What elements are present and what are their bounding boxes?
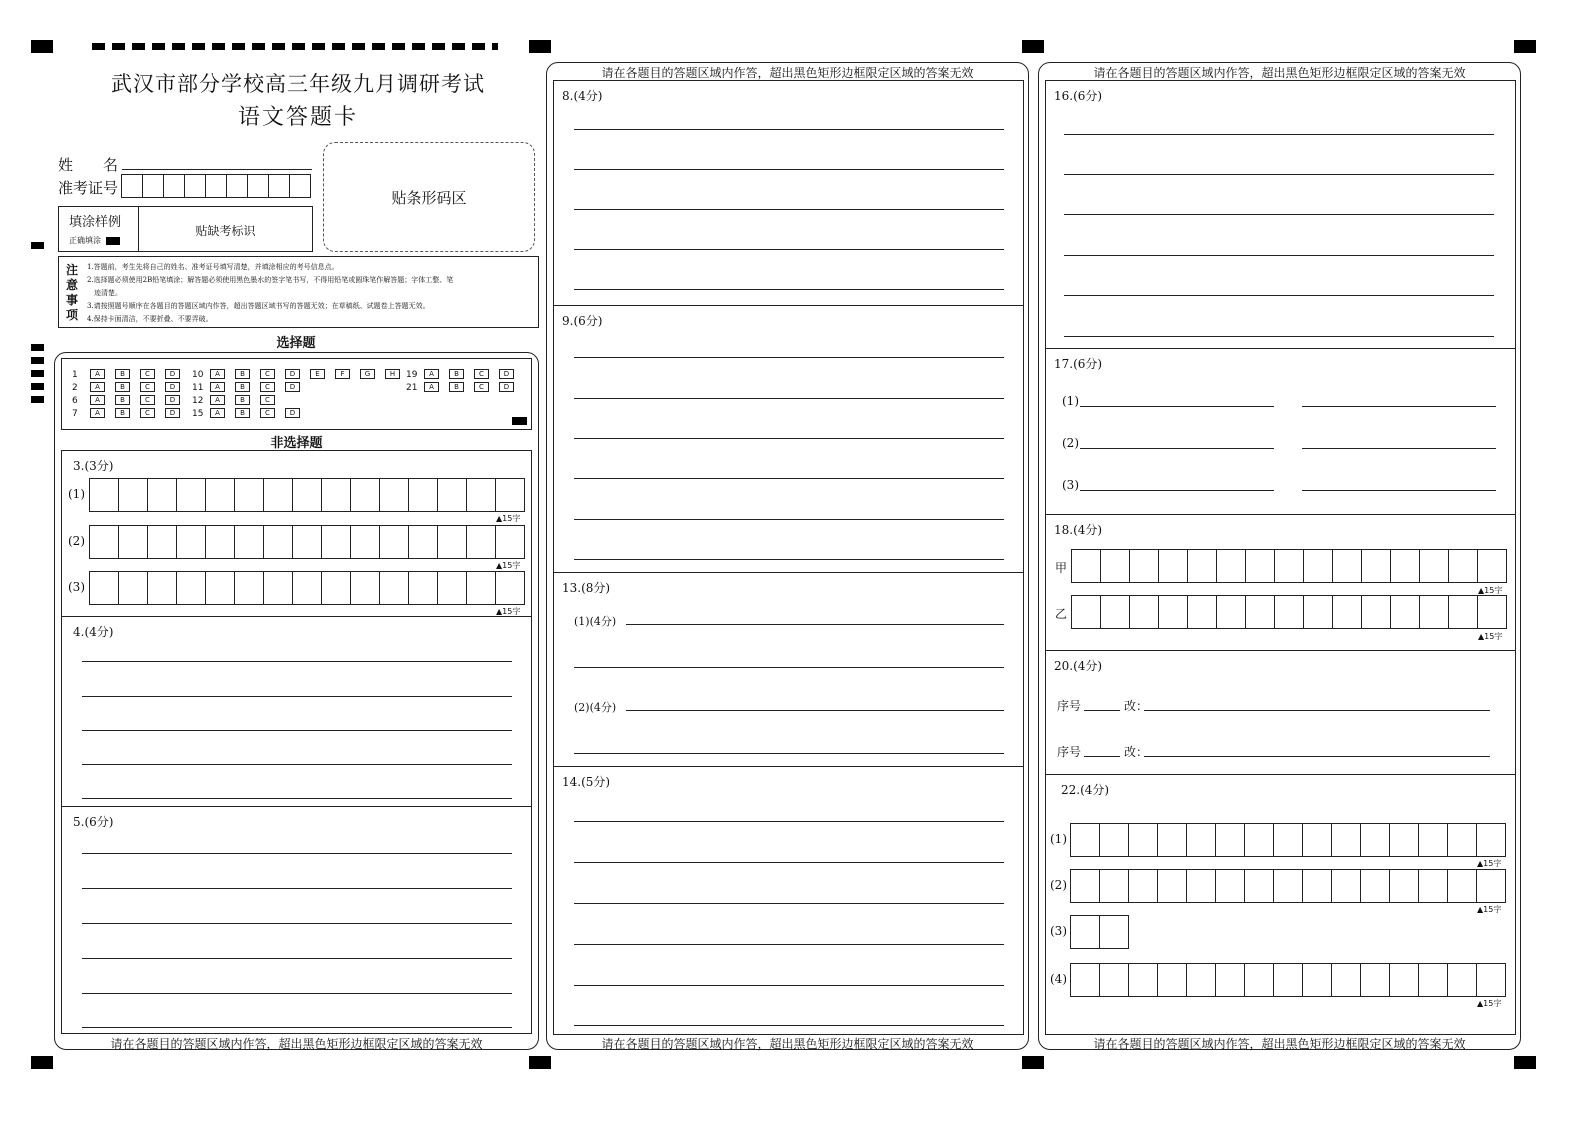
- question-9-title: 9.(6分): [562, 314, 603, 328]
- grid-row-label: (3): [68, 580, 85, 594]
- name-field[interactable]: [122, 169, 312, 170]
- answer-line[interactable]: [574, 944, 1004, 945]
- option-bubble[interactable]: B: [449, 382, 464, 392]
- question-20-section: [1046, 651, 1515, 775]
- grid-row-label: (4): [1050, 972, 1067, 986]
- answer-line[interactable]: [82, 1027, 512, 1028]
- option-bubble[interactable]: D: [285, 408, 300, 418]
- option-bubble[interactable]: C: [260, 382, 275, 392]
- question-8-section: [554, 81, 1023, 306]
- top-warning: 请在各题目的答题区域内作答，超出黑色矩形边框限定区域的答案无效: [1093, 66, 1466, 80]
- option-bubble[interactable]: C: [140, 395, 155, 405]
- choice-row[interactable]: [72, 382, 190, 393]
- choice-row[interactable]: [72, 369, 190, 380]
- grid-row-label: (1): [1050, 832, 1067, 846]
- exam-id-boxes[interactable]: [121, 174, 311, 198]
- corner-mark-bc2: [1022, 1056, 1044, 1069]
- block-end-mark: [512, 417, 527, 425]
- exam-id-label: 准考证号: [58, 179, 119, 197]
- option-bubble[interactable]: E: [310, 369, 325, 379]
- answer-line[interactable]: [1064, 174, 1494, 175]
- option-bubble[interactable]: B: [115, 369, 130, 379]
- notice-item: 2.选择题必须使用2B铅笔填涂；解答题必须使用黑色墨水的签字笔书写，不得用铅笔或圆珠笔作解答题；字体工整、笔: [87, 276, 454, 284]
- answer-line[interactable]: [574, 903, 1004, 904]
- question-16-section: [1046, 81, 1515, 349]
- name-label: 姓 名: [58, 156, 119, 174]
- question-number: 11: [192, 382, 204, 393]
- grid-limit-note: ▲15字: [1477, 905, 1502, 914]
- question-3-section: [62, 451, 531, 617]
- option-bubble[interactable]: C: [260, 408, 275, 418]
- grid-row-label: (1): [68, 487, 85, 501]
- question-22-title: 22.(4分): [1061, 783, 1110, 797]
- option-bubble[interactable]: A: [90, 369, 105, 379]
- answer-line[interactable]: [574, 753, 1004, 754]
- fill-sample-cell: [59, 207, 139, 251]
- answer-grid[interactable]: [1071, 595, 1507, 629]
- choice-row[interactable]: [192, 369, 410, 380]
- option-bubble[interactable]: D: [285, 369, 300, 379]
- choice-row[interactable]: [72, 395, 190, 406]
- corner-mark-tr: [1514, 40, 1536, 53]
- question-13-section: [554, 573, 1023, 767]
- answer-grid[interactable]: [1070, 823, 1506, 857]
- answer-line[interactable]: [1064, 295, 1494, 296]
- question-4-title: 4.(4分): [73, 625, 114, 639]
- answer-line[interactable]: [574, 398, 1004, 399]
- question-18-section: [1046, 515, 1515, 651]
- answer-line[interactable]: [82, 993, 512, 994]
- corner-mark-tc2: [1022, 40, 1044, 53]
- option-bubble[interactable]: A: [210, 369, 225, 379]
- answer-line[interactable]: [574, 129, 1004, 130]
- option-bubble[interactable]: C: [260, 395, 275, 405]
- sub-question-label: (1): [1062, 394, 1079, 408]
- answer-line[interactable]: [1302, 490, 1496, 491]
- option-bubble[interactable]: A: [90, 382, 105, 392]
- option-bubble[interactable]: D: [285, 382, 300, 392]
- seq-label: 序号: [1057, 699, 1082, 713]
- answer-column-3: [1038, 62, 1521, 1050]
- question-14-section: [554, 767, 1023, 1036]
- answer-line[interactable]: [1064, 214, 1494, 215]
- barcode-label: 贴条形码区: [391, 189, 467, 207]
- choice-block: [61, 358, 532, 430]
- option-bubble[interactable]: A: [424, 382, 439, 392]
- option-bubble[interactable]: C: [474, 382, 489, 392]
- question-17-section: [1046, 349, 1515, 515]
- question-4-section: [62, 617, 531, 807]
- option-bubble[interactable]: B: [449, 369, 464, 379]
- answer-line[interactable]: [82, 798, 512, 799]
- option-bubble[interactable]: C: [140, 369, 155, 379]
- answer-line[interactable]: [574, 357, 1004, 358]
- grid-limit-note: ▲15字: [496, 607, 521, 616]
- option-bubble[interactable]: F: [335, 369, 350, 379]
- fix-label: 改：: [1124, 699, 1149, 713]
- answer-line[interactable]: [82, 764, 512, 765]
- choice-row[interactable]: [406, 369, 524, 380]
- page-subtitle: 语文答题卡: [237, 105, 358, 130]
- corner-mark-br: [1514, 1056, 1536, 1069]
- filled-bubble-sample: [106, 237, 120, 245]
- sub-question-label: (3): [1062, 478, 1079, 492]
- answer-line[interactable]: [1302, 448, 1496, 449]
- sub-question-label: (1)(4分): [574, 615, 617, 628]
- question-13-title: 13.(8分): [562, 581, 611, 595]
- option-bubble[interactable]: D: [499, 369, 514, 379]
- answer-line[interactable]: [1064, 336, 1494, 337]
- choice-row[interactable]: [72, 408, 190, 419]
- answer-line[interactable]: [574, 559, 1004, 560]
- choice-row[interactable]: [406, 382, 524, 393]
- answer-line[interactable]: [574, 438, 1004, 439]
- top-timing-track: [92, 43, 498, 50]
- answer-line[interactable]: [626, 624, 1004, 625]
- question-22-section: [1046, 775, 1515, 1036]
- answer-line[interactable]: [574, 1025, 1004, 1026]
- corner-mark-bc1: [529, 1056, 551, 1069]
- barcode-area: [323, 142, 535, 252]
- nonchoice-block-col3: [1045, 80, 1516, 1035]
- question-number: 10: [192, 369, 204, 380]
- answer-line[interactable]: [1064, 255, 1494, 256]
- option-bubble[interactable]: D: [499, 382, 514, 392]
- answer-line[interactable]: [1080, 448, 1274, 449]
- answer-line[interactable]: [82, 853, 512, 854]
- question-number: 15: [192, 408, 204, 419]
- question-number: 21: [406, 382, 418, 393]
- fix-field[interactable]: [1144, 710, 1490, 711]
- answer-line[interactable]: [574, 209, 1004, 210]
- side-mark: [31, 383, 44, 390]
- side-mark: [31, 396, 44, 403]
- answer-line[interactable]: [574, 249, 1004, 250]
- seq-field[interactable]: [1084, 756, 1120, 757]
- option-bubble[interactable]: H: [385, 369, 400, 379]
- grid-row-label: (2): [68, 534, 85, 548]
- seq-label: 序号: [1057, 745, 1082, 759]
- option-bubble[interactable]: A: [210, 408, 225, 418]
- fix-label: 改：: [1124, 745, 1149, 759]
- answer-column-1: [54, 352, 539, 1050]
- notice-title-char: 注: [66, 263, 79, 277]
- answer-line[interactable]: [574, 667, 1004, 668]
- answer-grid-short[interactable]: [1070, 915, 1129, 949]
- choice-section-title: 选择题: [276, 336, 316, 351]
- notice-title: [66, 263, 80, 323]
- answer-line[interactable]: [82, 661, 512, 662]
- option-bubble[interactable]: C: [474, 369, 489, 379]
- notice-title-char: 意: [66, 278, 79, 292]
- grid-limit-note: ▲15字: [496, 561, 521, 570]
- option-bubble[interactable]: D: [165, 382, 180, 392]
- notice-item: 4.保持卡面清洁，不要折叠、不要弄破。: [87, 315, 213, 323]
- sub-question-label: (2)(4分): [574, 701, 617, 714]
- answer-line[interactable]: [1080, 406, 1274, 407]
- option-bubble[interactable]: B: [235, 395, 250, 405]
- question-8-title: 8.(4分): [562, 89, 603, 103]
- notice-list: [87, 261, 536, 326]
- option-bubble[interactable]: B: [235, 382, 250, 392]
- side-mark: [31, 370, 44, 377]
- absent-label: 贴缺考标识: [195, 224, 256, 238]
- fill-sample-row: [69, 235, 120, 246]
- option-bubble[interactable]: B: [115, 395, 130, 405]
- option-bubble[interactable]: A: [210, 382, 225, 392]
- choice-row[interactable]: [192, 408, 310, 419]
- answer-grid[interactable]: [1070, 869, 1506, 903]
- seq-field[interactable]: [1084, 710, 1120, 711]
- option-bubble[interactable]: B: [115, 408, 130, 418]
- notice-item: 1.答题前，考生先将自己的姓名、准考证号填写清楚，并填涂相应的考号信息点。: [87, 263, 339, 271]
- question-18-title: 18.(4分): [1054, 523, 1103, 537]
- option-bubble[interactable]: A: [90, 395, 105, 405]
- question-number: 1: [72, 369, 78, 380]
- side-mark: [31, 242, 44, 249]
- answer-line[interactable]: [82, 923, 512, 924]
- answer-line[interactable]: [574, 478, 1004, 479]
- question-5-title: 5.(6分): [73, 815, 114, 829]
- nonchoice-block-col1: [61, 450, 532, 1034]
- grid-row-label: (2): [1050, 878, 1067, 892]
- grid-limit-note: ▲15字: [1477, 999, 1502, 1008]
- option-bubble[interactable]: B: [115, 382, 130, 392]
- option-bubble[interactable]: D: [165, 408, 180, 418]
- choice-row[interactable]: [192, 395, 285, 406]
- fix-field[interactable]: [1144, 756, 1490, 757]
- page-title: 武汉市部分学校高三年级九月调研考试: [111, 72, 485, 96]
- fill-sample-box: [58, 206, 313, 252]
- answer-grid[interactable]: [89, 525, 525, 559]
- grid-row-label: 甲: [1055, 561, 1068, 575]
- answer-column-2: [546, 62, 1029, 1050]
- question-17-title: 17.(6分): [1054, 357, 1103, 371]
- answer-grid[interactable]: [89, 478, 525, 512]
- notice-item: 迹清楚。: [87, 289, 122, 297]
- option-bubble[interactable]: D: [165, 395, 180, 405]
- corner-mark-tl: [31, 40, 53, 53]
- grid-limit-note: ▲15字: [1478, 632, 1503, 641]
- question-9-section: [554, 306, 1023, 573]
- answer-line[interactable]: [574, 519, 1004, 520]
- question-16-title: 16.(6分): [1054, 89, 1103, 103]
- answer-line[interactable]: [574, 862, 1004, 863]
- answer-grid[interactable]: [1070, 963, 1506, 997]
- side-mark: [31, 344, 44, 351]
- bottom-warning: 请在各题目的答题区域内作答，超出黑色矩形边框限定区域的答案无效: [110, 1037, 483, 1051]
- option-bubble[interactable]: C: [140, 408, 155, 418]
- notice-item: 3.请按照题号顺序在各题目的答题区域内作答，超出答题区域书写的答题无效；在草稿纸、试题卷上答题无效。: [87, 302, 430, 310]
- question-5-section: [62, 807, 531, 1035]
- option-bubble[interactable]: C: [140, 382, 155, 392]
- grid-limit-note: ▲15字: [1477, 859, 1502, 868]
- question-3-title: 3.(3分): [73, 459, 114, 473]
- answer-line[interactable]: [1302, 406, 1496, 407]
- answer-line[interactable]: [82, 730, 512, 731]
- option-bubble[interactable]: B: [235, 408, 250, 418]
- question-number: 6: [72, 395, 78, 406]
- answer-line[interactable]: [574, 289, 1004, 290]
- answer-line[interactable]: [82, 696, 512, 697]
- side-mark: [31, 357, 44, 364]
- fill-sample-correct: 正确填涂: [69, 236, 101, 245]
- question-number: 2: [72, 382, 78, 393]
- nonchoice-block-col2: [553, 80, 1024, 1035]
- sub-question-label: (2): [1062, 436, 1079, 450]
- grid-limit-note: ▲15字: [496, 514, 521, 523]
- notice-title-char: 项: [66, 308, 79, 322]
- question-number: 7: [72, 408, 78, 419]
- answer-line[interactable]: [626, 710, 1004, 711]
- grid-limit-note: ▲15字: [1478, 586, 1503, 595]
- answer-grid[interactable]: [1071, 549, 1507, 583]
- choice-row[interactable]: [192, 382, 310, 393]
- option-bubble[interactable]: A: [424, 369, 439, 379]
- fill-sample-title: 填涂样例: [69, 215, 122, 230]
- answer-line[interactable]: [574, 985, 1004, 986]
- question-number: 12: [192, 395, 204, 406]
- answer-grid[interactable]: [89, 571, 525, 605]
- bottom-warning: 请在各题目的答题区域内作答，超出黑色矩形边框限定区域的答案无效: [1093, 1037, 1466, 1051]
- bottom-warning: 请在各题目的答题区域内作答，超出黑色矩形边框限定区域的答案无效: [601, 1037, 974, 1051]
- top-warning: 请在各题目的答题区域内作答，超出黑色矩形边框限定区域的答案无效: [601, 66, 974, 80]
- answer-line[interactable]: [82, 888, 512, 889]
- corner-mark-bl: [31, 1056, 53, 1069]
- option-bubble[interactable]: C: [260, 369, 275, 379]
- grid-row-label: 乙: [1055, 607, 1068, 621]
- option-bubble[interactable]: G: [360, 369, 375, 379]
- answer-line[interactable]: [1064, 134, 1494, 135]
- option-bubble[interactable]: A: [210, 395, 225, 405]
- corner-mark-tc1: [529, 40, 551, 53]
- notice-box: [58, 256, 539, 328]
- question-number: 19: [406, 369, 418, 380]
- question-14-title: 14.(5分): [562, 775, 611, 789]
- grid-row-label: (3): [1050, 924, 1067, 938]
- option-bubble[interactable]: B: [235, 369, 250, 379]
- answer-line[interactable]: [574, 821, 1004, 822]
- option-bubble[interactable]: A: [90, 408, 105, 418]
- notice-title-char: 事: [66, 293, 79, 307]
- option-bubble[interactable]: D: [165, 369, 180, 379]
- answer-line[interactable]: [1080, 490, 1274, 491]
- answer-line[interactable]: [82, 958, 512, 959]
- question-20-title: 20.(4分): [1054, 659, 1103, 673]
- nonchoice-section-title: 非选择题: [270, 436, 323, 451]
- answer-line[interactable]: [574, 169, 1004, 170]
